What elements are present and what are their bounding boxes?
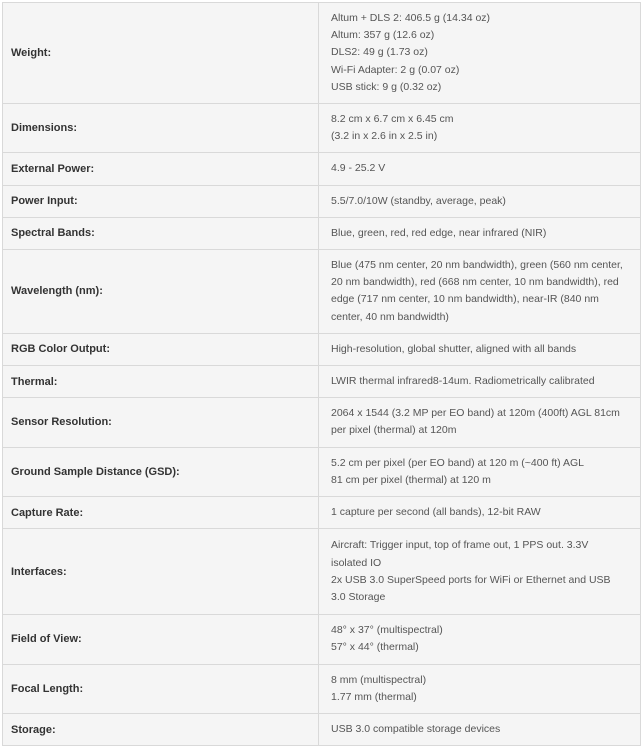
spec-value-line: Blue (475 nm center, 20 nm bandwidth), green (560 nm center, (331, 259, 623, 272)
spec-row-focal-length (3, 664, 641, 713)
spec-value (319, 3, 641, 104)
spec-value-line: Wi-Fi Adapter: 2 g (0.07 oz) (331, 63, 460, 76)
spec-value (319, 497, 641, 529)
spec-row-wavelength-nm (3, 250, 641, 334)
spec-row-sensor-resolution (3, 398, 641, 447)
spec-row-dimensions (3, 104, 641, 153)
spec-row-power-input (3, 185, 641, 217)
spec-label: External Power: (3, 153, 319, 185)
spec-value (319, 250, 641, 334)
spec-value (319, 104, 641, 153)
spec-row-external-power (3, 153, 641, 185)
spec-value-line: Aircraft: Trigger input, top of frame out, 1 PPS out. 3.3V (331, 539, 589, 552)
spec-value-line: USB 3.0 compatible storage devices (331, 723, 501, 736)
spec-row-weight (3, 3, 641, 104)
spec-row-interfaces (3, 529, 641, 615)
spec-value-line: 2x USB 3.0 SuperSpeed ports for WiFi or Ethernet and USB (331, 573, 611, 586)
spec-value (319, 664, 641, 713)
spec-value (319, 529, 641, 615)
spec-value (319, 366, 641, 398)
spec-label: Dimensions: (3, 104, 319, 153)
spec-label: Storage: (3, 714, 319, 746)
spec-value (319, 447, 641, 496)
spec-row-capture-rate (3, 497, 641, 529)
spec-value-line: 20 nm bandwidth), red (668 nm center, 10 nm bandwidth), red (331, 276, 619, 289)
spec-value-line: 2064 x 1544 (3.2 MP per EO band) at 120m (400ft) AGL 81cm (331, 407, 620, 420)
spec-value-line: 5.5/7.0/10W (standby, average, peak) (331, 194, 506, 207)
spec-row-ground-sample-distance-gsd (3, 447, 641, 496)
spec-label: Thermal: (3, 366, 319, 398)
spec-value (319, 615, 641, 664)
spec-label: Wavelength (nm): (3, 250, 319, 334)
spec-value-line: 48° x 37° (multispectral) (331, 624, 443, 637)
spec-row-storage (3, 714, 641, 746)
spec-value (319, 333, 641, 365)
spec-value-line: 8.2 cm x 6.7 cm x 6.45 cm (331, 113, 454, 126)
spec-label: Ground Sample Distance (GSD): (3, 447, 319, 496)
spec-value-line: 8 mm (multispectral) (331, 673, 427, 686)
spec-label: RGB Color Output: (3, 333, 319, 365)
spec-value (319, 217, 641, 249)
spec-value-line: 57° x 44° (thermal) (331, 641, 419, 654)
spec-label: Capture Rate: (3, 497, 319, 529)
spec-label: Spectral Bands: (3, 217, 319, 249)
spec-value-line: DLS2: 49 g (1.73 oz) (331, 46, 428, 59)
spec-value-line: center, 40 nm bandwidth) (331, 310, 449, 323)
spec-value-line: Blue, green, red, red edge, near infrared (NIR) (331, 226, 547, 239)
spec-value (319, 398, 641, 447)
specifications-table (2, 2, 641, 746)
spec-label: Interfaces: (3, 529, 319, 615)
spec-label: Field of View: (3, 615, 319, 664)
spec-value (319, 153, 641, 185)
spec-row-thermal (3, 366, 641, 398)
spec-value-line: 1.77 mm (thermal) (331, 690, 417, 703)
spec-value-line: High-resolution, global shutter, aligned with all bands (331, 342, 577, 355)
spec-value-line: 81 cm per pixel (thermal) at 120 m (331, 473, 491, 486)
spec-value-line: 5.2 cm per pixel (per EO band) at 120 m (~400 ft) AGL (331, 456, 584, 469)
spec-value-line: per pixel (thermal) at 120m (331, 424, 457, 437)
spec-label: Power Input: (3, 185, 319, 217)
specifications-table-container (2, 2, 640, 746)
spec-label: Focal Length: (3, 664, 319, 713)
specifications-table-body (3, 3, 641, 746)
spec-value-line: 1 capture per second (all bands), 12-bit RAW (331, 506, 541, 519)
spec-value-line: edge (717 nm center, 10 nm bandwidth), near-IR (840 nm (331, 293, 599, 306)
spec-value-line: isolated IO (331, 556, 382, 569)
spec-label: Weight: (3, 3, 319, 104)
spec-row-field-of-view (3, 615, 641, 664)
spec-value-line: USB stick: 9 g (0.32 oz) (331, 80, 442, 93)
spec-value-line: 4.9 - 25.2 V (331, 162, 386, 175)
spec-value-line: Altum: 357 g (12.6 oz) (331, 29, 435, 42)
spec-row-rgb-color-output (3, 333, 641, 365)
spec-value-line: LWIR thermal infrared8-14um. Radiometrically calibrated (331, 375, 595, 388)
spec-value-line: (3.2 in x 2.6 in x 2.5 in) (331, 130, 438, 143)
spec-value-line: 3.0 Storage (331, 590, 386, 603)
spec-value (319, 185, 641, 217)
spec-value-line: Altum + DLS 2: 406.5 g (14.34 oz) (331, 12, 491, 24)
spec-label: Sensor Resolution: (3, 398, 319, 447)
spec-value (319, 714, 641, 746)
spec-row-spectral-bands (3, 217, 641, 249)
